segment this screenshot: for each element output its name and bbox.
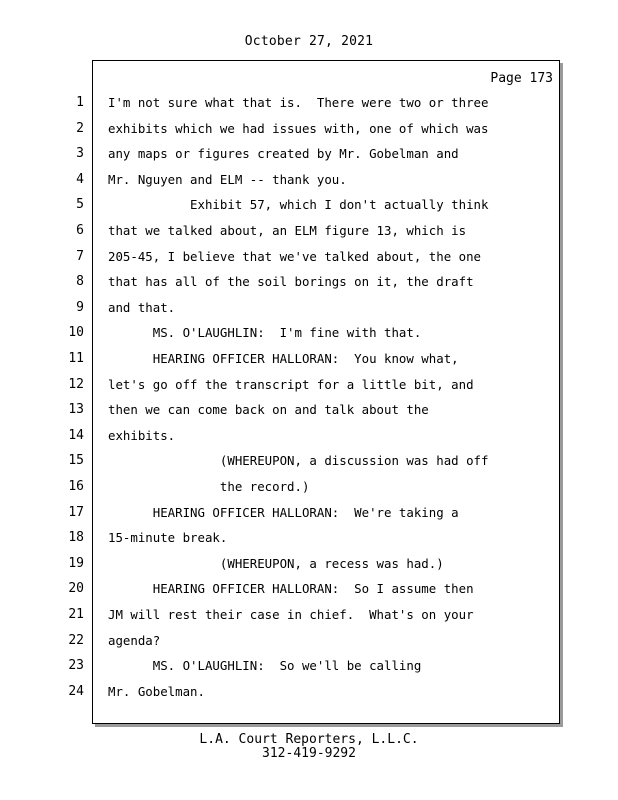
line-number: 12 (68, 376, 84, 392)
line-number: 2 (76, 120, 84, 136)
line-number: 4 (76, 171, 84, 187)
transcript-line: that we talked about, an ELM figure 13, which is (108, 223, 467, 238)
line-number: 19 (68, 555, 84, 571)
line-number: 1 (76, 95, 84, 110)
transcript-line: (WHEREUPON, a discussion was had off (108, 453, 489, 469)
transcript-line: MS. O'LAUGHLIN: So we'll be calling (108, 658, 422, 674)
line-number: 3 (76, 146, 84, 162)
line-number: 14 (68, 427, 84, 443)
line-number: 11 (68, 351, 84, 366)
transcript-line: exhibits which we had issues with, one of which was (108, 120, 489, 136)
transcript-line: that has all of the soil borings on it, the draft (108, 274, 474, 290)
transcript-line: Exhibit 57, which I don't actually think (108, 197, 489, 213)
transcript-date: October 27, 2021 (244, 34, 374, 49)
line-number: 24 (68, 683, 84, 699)
transcript-line: HEARING OFFICER HALLORAN: We're taking a (108, 504, 459, 520)
transcript-line: (WHEREUPON, a recess was had.) (108, 555, 444, 571)
footer (0, 733, 618, 761)
footer-phone: 312-419-9292 (262, 746, 356, 761)
transcript-line: any maps or figures created by Mr. Gobelman and (108, 146, 459, 162)
transcript-line: exhibits. (108, 427, 176, 443)
line-number: 7 (76, 248, 84, 264)
line-number: 6 (76, 223, 84, 238)
transcript-line: then we can come back on and talk about the (108, 402, 429, 418)
line-number: 5 (76, 197, 84, 213)
line-number: 15 (68, 453, 84, 469)
transcript-line: JM will rest their case in chief. What's on your (108, 607, 474, 622)
line-number: 20 (68, 581, 84, 597)
transcript-line: HEARING OFFICER HALLORAN: So I assume then (108, 581, 474, 597)
transcript-line: let's go off the transcript for a little bit, and (108, 376, 474, 392)
transcript-line: MS. O'LAUGHLIN: I'm fine with that. (108, 325, 422, 341)
transcript-line: Mr. Gobelman. (108, 683, 205, 699)
line-number: 23 (68, 658, 84, 674)
line-number: 13 (68, 402, 84, 418)
transcript-line: the record.) (108, 479, 310, 494)
line-number: 17 (68, 504, 84, 520)
line-number: 16 (68, 479, 84, 494)
line-number: 21 (68, 607, 84, 622)
transcript-line: agenda? (108, 632, 161, 648)
line-number: 8 (76, 274, 84, 290)
transcript-line: and that. (108, 299, 176, 315)
line-number: 22 (68, 632, 84, 648)
transcript-line: 15-minute break. (108, 530, 228, 546)
transcript-line: I'm not sure what that is. There were two or three (108, 95, 489, 110)
page-number: Page 173 (490, 71, 553, 86)
footer-company: L.A. Court Reporters, L.L.C. (199, 732, 419, 747)
line-number: 10 (68, 325, 84, 341)
line-number: 9 (76, 299, 84, 315)
transcript-line: Mr. Nguyen and ELM -- thank you. (108, 171, 347, 187)
transcript-line: 205-45, I believe that we've talked about, the one (108, 248, 481, 264)
transcript-line: HEARING OFFICER HALLORAN: You know what, (108, 351, 459, 366)
line-number: 18 (68, 530, 84, 546)
